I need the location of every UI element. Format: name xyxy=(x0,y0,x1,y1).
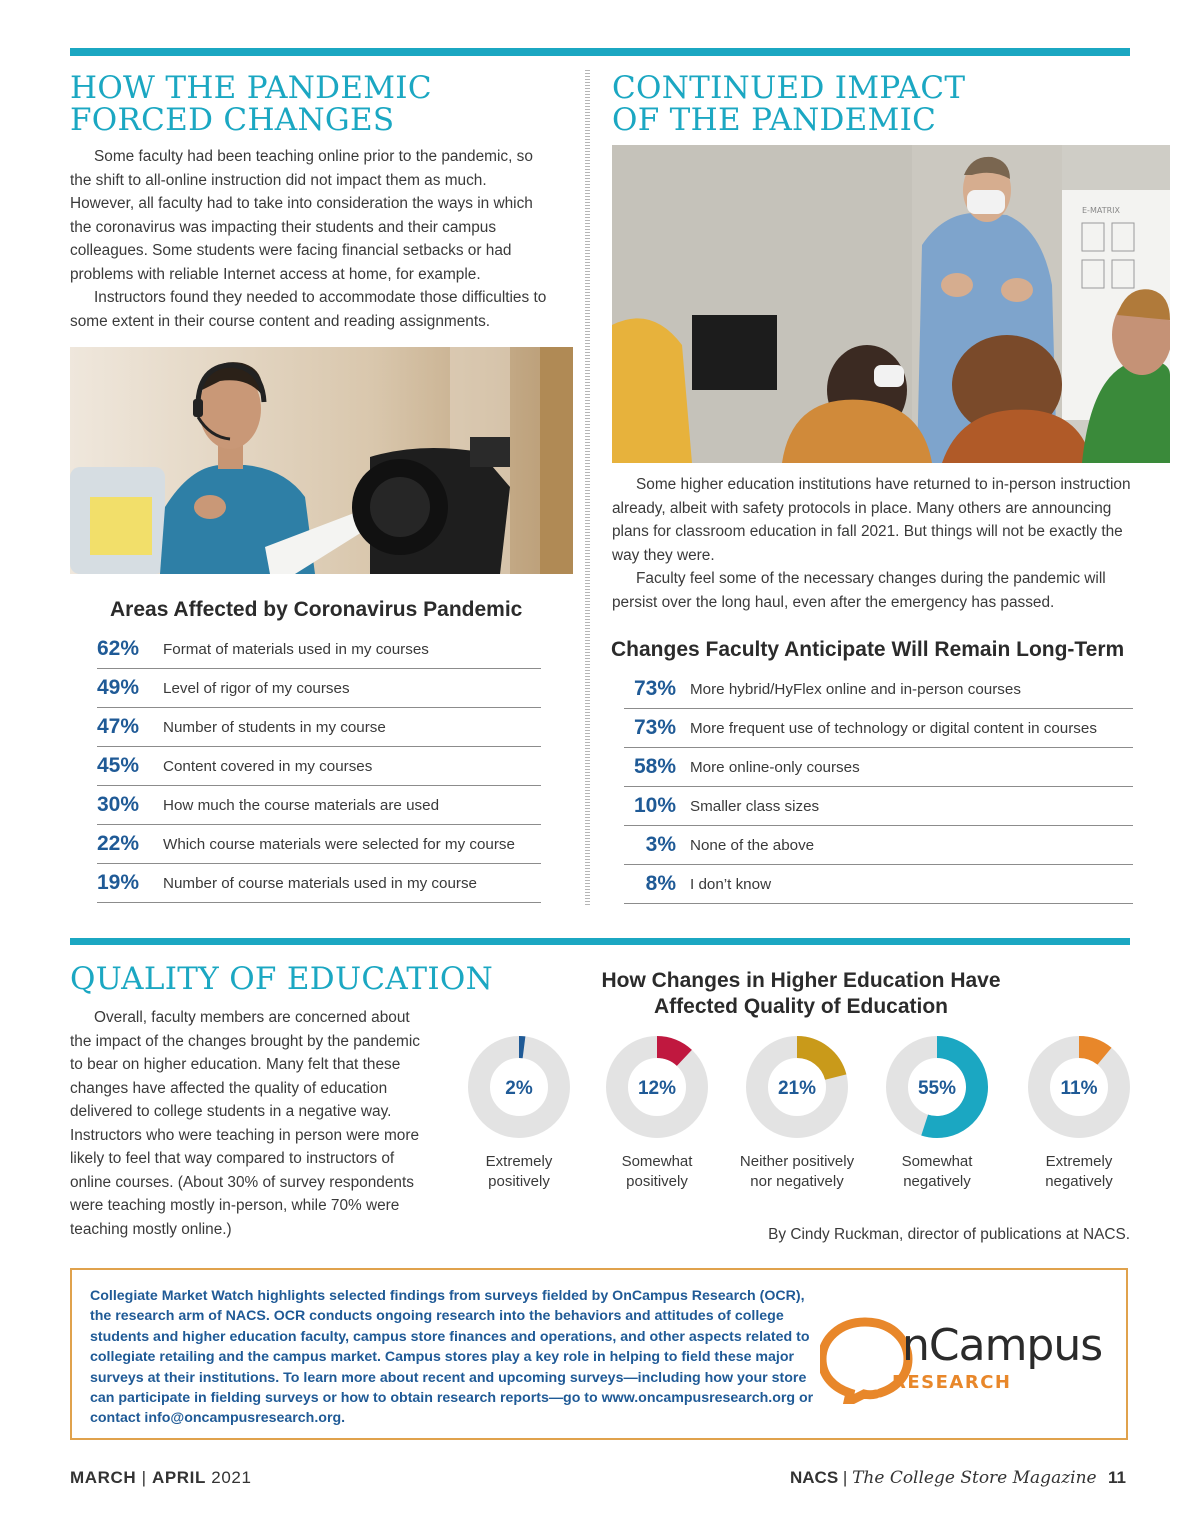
stat-label: Format of materials used in my courses xyxy=(163,640,429,658)
photo-classroom-masked xyxy=(612,145,1170,463)
title-line: OF THE PANDEMIC xyxy=(612,102,937,138)
donut-neither xyxy=(722,1035,872,1192)
donut-value-label: 11% xyxy=(1060,1078,1098,1099)
stat-list-long-term-changes xyxy=(624,670,1133,904)
footer-year: 2021 xyxy=(211,1468,252,1487)
photo-instructor-recording xyxy=(70,347,573,574)
stat-label: Level of rigor of my courses xyxy=(163,679,350,697)
article-body-continued-impact xyxy=(612,473,1137,614)
footer-publication xyxy=(790,1468,1097,1488)
donut-value-label: 55% xyxy=(917,1078,957,1099)
stat-label: Which course materials were selected for my course xyxy=(163,835,515,853)
oncampus-research-logo xyxy=(820,1314,1120,1404)
logo-subtitle: RESEARCH xyxy=(892,1372,1012,1393)
footer-separator: | xyxy=(141,1468,147,1487)
caption-line: negatively xyxy=(903,1173,971,1190)
donut-slice xyxy=(1079,1047,1104,1056)
stat-row xyxy=(624,709,1133,748)
stat-percent: 22% xyxy=(97,832,140,855)
stat-row xyxy=(624,865,1133,904)
chart-title-line: Affected Quality of Education xyxy=(653,995,949,1018)
article-body-quality xyxy=(70,1006,432,1241)
footer-magazine-name: The College Store Magazine xyxy=(852,1468,1097,1488)
title-line: CONTINUED IMPACT xyxy=(612,70,966,106)
donut-caption xyxy=(862,1152,1012,1192)
caption-line: Extremely xyxy=(485,1153,553,1170)
stat-label: More online-only courses xyxy=(690,758,860,776)
stat-row xyxy=(97,786,541,825)
footer-month: MARCH xyxy=(70,1468,137,1487)
stat-row xyxy=(624,787,1133,826)
caption-line: Somewhat xyxy=(621,1153,693,1170)
page-number: 11 xyxy=(1108,1468,1126,1487)
paragraph: Instructors found they needed to accommodate those difficulties to some extent in their course content and reading assignments. xyxy=(70,289,547,330)
chart-title-line: How Changes in Higher Education Have xyxy=(601,969,1001,992)
donut-ring xyxy=(1027,1035,1131,1139)
donut-slice xyxy=(797,1047,836,1077)
donut-ring xyxy=(467,1035,571,1139)
stat-percent: 47% xyxy=(97,715,140,738)
caption-line: negatively xyxy=(1045,1173,1113,1190)
info-box-text: Collegiate Market Watch highlights selected findings from surveys fielded by OnCampus Research (OCR), the research arm of NACS. OCR conducts ongoing research into the behaviors and attitudes of college students and higher education faculty, campus store finances and operations, and other aspects related to collegiate retailing and the campus market. Campus stores play a key role in helping to field these major surveys at their institutions. To learn more about recent and upcoming surveys—including how your store can participate in fielding surveys or how to obtain research reports—go to www.oncampusresearch.org or contact info@oncampusresearch.org. xyxy=(90,1288,814,1427)
caption-line: Extremely xyxy=(1045,1153,1113,1170)
column-divider xyxy=(585,70,590,905)
donut-value-label: 2% xyxy=(505,1078,533,1099)
title-line: FORCED CHANGES xyxy=(70,102,395,138)
donut-ring xyxy=(885,1035,989,1139)
stat-percent: 19% xyxy=(97,871,140,894)
chart-title-quality xyxy=(560,968,1042,1020)
paragraph: Faculty feel some of the necessary changes during the pandemic will persist over the long haul, even after the emergency has passed. xyxy=(612,570,1106,611)
footer-issue-date xyxy=(70,1468,252,1488)
info-box-oncampus xyxy=(70,1268,1128,1440)
stat-percent: 45% xyxy=(97,754,140,777)
stat-row xyxy=(97,630,541,669)
stat-label: Number of course materials used in my course xyxy=(163,874,477,892)
donut-ring xyxy=(745,1035,849,1139)
donut-value-label: 21% xyxy=(777,1078,817,1099)
section-title-continued-impact xyxy=(612,72,965,136)
footer-org: NACS xyxy=(790,1468,839,1487)
stat-label: More frequent use of technology or digital content in courses xyxy=(690,719,1097,737)
stat-row xyxy=(624,748,1133,787)
donut-caption xyxy=(722,1152,872,1192)
chart-title-areas-affected: Areas Affected by Coronavirus Pandemic xyxy=(110,598,523,621)
donut-extremely-negatively xyxy=(1004,1035,1154,1192)
stat-label: None of the above xyxy=(690,836,815,854)
section-rule xyxy=(70,938,1130,945)
stat-percent: 73% xyxy=(633,677,676,700)
donut-value-label: 12% xyxy=(637,1078,677,1099)
byline: By Cindy Ruckman, director of publications at NACS. xyxy=(768,1226,1130,1243)
stat-label: Smaller class sizes xyxy=(690,797,820,815)
donut-extremely-positively xyxy=(444,1035,594,1192)
stat-percent: 10% xyxy=(633,794,676,817)
logo-wordmark: nCampus xyxy=(902,1320,1103,1371)
donut-slice xyxy=(657,1047,684,1058)
caption-line: Somewhat xyxy=(901,1153,973,1170)
whiteboard-text: E-MATRIX xyxy=(1082,206,1120,215)
stat-percent: 30% xyxy=(97,793,140,816)
donut-ring xyxy=(605,1035,709,1139)
title-line: HOW THE PANDEMIC xyxy=(70,70,432,106)
stat-row xyxy=(97,747,541,786)
stat-row xyxy=(624,670,1133,709)
stat-label: I don’t know xyxy=(690,875,772,893)
stat-label: Number of students in my course xyxy=(163,718,386,736)
chart-title-long-term-changes: Changes Faculty Anticipate Will Remain Long-Term xyxy=(611,638,1125,661)
section-title-quality: QUALITY OF EDUCATION xyxy=(70,961,494,997)
stat-percent: 58% xyxy=(633,755,676,778)
section-title-forced-changes xyxy=(70,72,432,136)
stat-row xyxy=(97,864,541,903)
stat-row xyxy=(97,825,541,864)
footer-separator: | xyxy=(842,1468,848,1487)
stat-label: How much the course materials are used xyxy=(163,796,440,814)
donut-somewhat-positively xyxy=(582,1035,732,1192)
paragraph: Overall, faculty members are concerned about the impact of the changes brought by the pandemic to bear on higher education. Many felt that these changes have affected the quality of education delivered to college students in a negative way. Instructors who were teaching in person were more likely to feel that way compared to instructors of online courses. (About 30% of survey respondents were teaching mostly in-person, while 70% were teaching mostly online.) xyxy=(70,1009,420,1238)
stat-label: Content covered in my courses xyxy=(163,757,373,775)
paragraph: Some faculty had been teaching online prior to the pandemic, so the shift to all-online instruction did not impact them as much. However, all faculty had to take into consideration the ways in which the coronavirus was impacting their students and their campus colleagues. Some students were facing financial setbacks or had problems with reliable Internet access at home, for example. xyxy=(70,148,533,283)
stat-row xyxy=(97,669,541,708)
stat-percent: 62% xyxy=(97,637,140,660)
footer-month: APRIL xyxy=(151,1468,206,1487)
caption-line: positively xyxy=(626,1173,688,1190)
donut-caption xyxy=(444,1152,594,1192)
top-rule xyxy=(70,48,1130,56)
stat-label: More hybrid/HyFlex online and in-person courses xyxy=(690,680,1021,698)
stat-percent: 3% xyxy=(645,833,676,856)
caption-line: Neither positively xyxy=(739,1153,855,1170)
caption-line: nor negatively xyxy=(750,1173,844,1190)
stat-row xyxy=(624,826,1133,865)
stat-percent: 73% xyxy=(633,716,676,739)
stat-row xyxy=(97,708,541,747)
stat-percent: 49% xyxy=(97,676,140,699)
stat-list-areas-affected xyxy=(97,630,541,903)
article-body-forced-changes xyxy=(70,145,555,333)
donut-caption xyxy=(582,1152,732,1192)
paragraph: Some higher education institutions have returned to in-person instruction already, albeit with safety protocols in place. Many others are announcing plans for classroom education in fall 2021. But things will not be exactly the way they were. xyxy=(612,476,1131,564)
stat-percent: 8% xyxy=(645,872,676,895)
donut-caption xyxy=(1004,1152,1154,1192)
caption-line: positively xyxy=(488,1173,550,1190)
donut-somewhat-negatively xyxy=(862,1035,1012,1192)
